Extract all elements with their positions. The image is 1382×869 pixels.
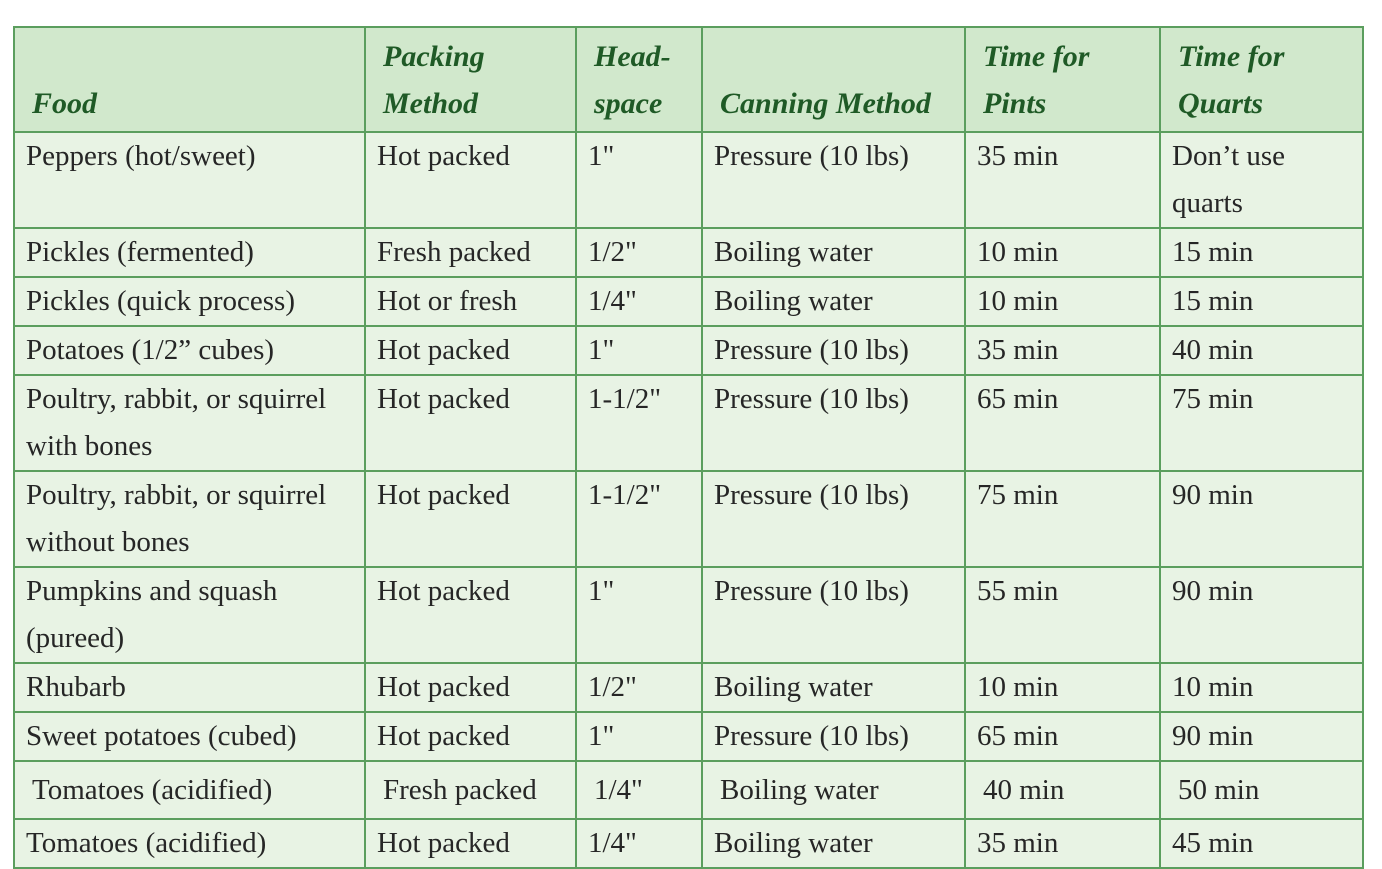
cell-food: Potatoes (1/2” cubes) bbox=[14, 326, 365, 375]
header-canning-method bbox=[702, 27, 965, 132]
canning-times-table bbox=[13, 26, 1364, 869]
cell-packing-method: Hot or fresh bbox=[365, 277, 576, 326]
cell-time-pints: 10 min bbox=[965, 228, 1160, 277]
cell-food: Tomatoes (acidified) bbox=[14, 819, 365, 868]
cell-time-quarts: 50 min bbox=[1160, 761, 1363, 819]
cell-canning-method: Boiling water bbox=[702, 819, 965, 868]
cell-food: Pumpkins and squash (pureed) bbox=[14, 567, 365, 663]
cell-time-quarts: 75 min bbox=[1160, 375, 1363, 471]
cell-food: Peppers (hot/sweet) bbox=[14, 132, 365, 228]
cell-food: Pickles (fermented) bbox=[14, 228, 365, 277]
cell-headspace: 1-1/2" bbox=[576, 471, 702, 567]
cell-packing-method: Fresh packed bbox=[365, 761, 576, 819]
cell-food: Sweet potatoes (cubed) bbox=[14, 712, 365, 761]
header-pints-line1: Time for bbox=[983, 40, 1090, 73]
cell-headspace: 1" bbox=[576, 567, 702, 663]
cell-packing-method: Hot packed bbox=[365, 819, 576, 868]
cell-time-pints: 65 min bbox=[965, 375, 1160, 471]
header-pints-line2: Pints bbox=[983, 87, 1047, 120]
table-row bbox=[14, 761, 1363, 819]
cell-time-quarts: 90 min bbox=[1160, 471, 1363, 567]
cell-headspace: 1/2" bbox=[576, 663, 702, 712]
cell-canning-method: Pressure (10 lbs) bbox=[702, 326, 965, 375]
cell-time-pints: 40 min bbox=[965, 761, 1160, 819]
cell-food: Pickles (quick process) bbox=[14, 277, 365, 326]
header-headspace-line1: Head- bbox=[594, 40, 671, 73]
table-row bbox=[14, 228, 1363, 277]
cell-canning-method: Pressure (10 lbs) bbox=[702, 375, 965, 471]
cell-headspace: 1" bbox=[576, 326, 702, 375]
cell-time-pints: 35 min bbox=[965, 132, 1160, 228]
cell-headspace: 1/4" bbox=[576, 277, 702, 326]
cell-canning-method: Pressure (10 lbs) bbox=[702, 567, 965, 663]
header-time-quarts bbox=[1160, 27, 1363, 132]
table-row bbox=[14, 277, 1363, 326]
cell-canning-method: Boiling water bbox=[702, 277, 965, 326]
cell-food: Poultry, rabbit, or squirrel without bones bbox=[14, 471, 365, 567]
table-row bbox=[14, 132, 1363, 228]
cell-time-pints: 35 min bbox=[965, 819, 1160, 868]
cell-food: Poultry, rabbit, or squirrel with bones bbox=[14, 375, 365, 471]
cell-packing-method: Hot packed bbox=[365, 132, 576, 228]
table-row bbox=[14, 326, 1363, 375]
cell-time-quarts: 40 min bbox=[1160, 326, 1363, 375]
cell-time-pints: 75 min bbox=[965, 471, 1160, 567]
table-row bbox=[14, 712, 1363, 761]
cell-packing-method: Hot packed bbox=[365, 471, 576, 567]
cell-time-pints: 10 min bbox=[965, 663, 1160, 712]
header-food-label: Food bbox=[32, 87, 98, 120]
cell-headspace: 1/2" bbox=[576, 228, 702, 277]
cell-time-quarts: 10 min bbox=[1160, 663, 1363, 712]
cell-canning-method: Pressure (10 lbs) bbox=[702, 132, 965, 228]
cell-time-quarts: 90 min bbox=[1160, 567, 1363, 663]
header-quarts-line1: Time for bbox=[1178, 40, 1285, 73]
header-canning-label: Canning Method bbox=[720, 87, 931, 120]
cell-canning-method: Pressure (10 lbs) bbox=[702, 471, 965, 567]
table-row bbox=[14, 663, 1363, 712]
cell-headspace: 1" bbox=[576, 132, 702, 228]
cell-time-pints: 65 min bbox=[965, 712, 1160, 761]
table-row bbox=[14, 819, 1363, 868]
header-row bbox=[14, 27, 1363, 132]
cell-time-quarts: 45 min bbox=[1160, 819, 1363, 868]
cell-canning-method: Boiling water bbox=[702, 228, 965, 277]
cell-time-pints: 35 min bbox=[965, 326, 1160, 375]
cell-time-quarts: 15 min bbox=[1160, 228, 1363, 277]
header-packing-line2: Method bbox=[383, 87, 479, 120]
table-row bbox=[14, 375, 1363, 471]
cell-food: Tomatoes (acidified) bbox=[14, 761, 365, 819]
cell-packing-method: Hot packed bbox=[365, 712, 576, 761]
cell-headspace: 1-1/2" bbox=[576, 375, 702, 471]
table-row bbox=[14, 471, 1363, 567]
cell-time-pints: 55 min bbox=[965, 567, 1160, 663]
canning-table-container bbox=[13, 26, 1364, 869]
cell-time-pints: 10 min bbox=[965, 277, 1160, 326]
header-quarts-line2: Quarts bbox=[1178, 87, 1264, 120]
cell-time-quarts: 90 min bbox=[1160, 712, 1363, 761]
cell-canning-method: Boiling water bbox=[702, 761, 965, 819]
cell-time-quarts: 15 min bbox=[1160, 277, 1363, 326]
cell-packing-method: Hot packed bbox=[365, 567, 576, 663]
header-packing-line1: Packing bbox=[383, 40, 485, 73]
cell-headspace: 1" bbox=[576, 712, 702, 761]
cell-headspace: 1/4" bbox=[576, 819, 702, 868]
table-row bbox=[14, 567, 1363, 663]
cell-canning-method: Pressure (10 lbs) bbox=[702, 712, 965, 761]
cell-packing-method: Hot packed bbox=[365, 663, 576, 712]
header-headspace bbox=[576, 27, 702, 132]
cell-packing-method: Hot packed bbox=[365, 375, 576, 471]
header-headspace-line2: space bbox=[594, 87, 663, 120]
header-packing-method bbox=[365, 27, 576, 132]
cell-headspace: 1/4" bbox=[576, 761, 702, 819]
cell-food: Rhubarb bbox=[14, 663, 365, 712]
cell-time-quarts: Don’t use quarts bbox=[1160, 132, 1363, 228]
header-time-pints bbox=[965, 27, 1160, 132]
cell-packing-method: Hot packed bbox=[365, 326, 576, 375]
cell-canning-method: Boiling water bbox=[702, 663, 965, 712]
header-food bbox=[14, 27, 365, 132]
cell-packing-method: Fresh packed bbox=[365, 228, 576, 277]
